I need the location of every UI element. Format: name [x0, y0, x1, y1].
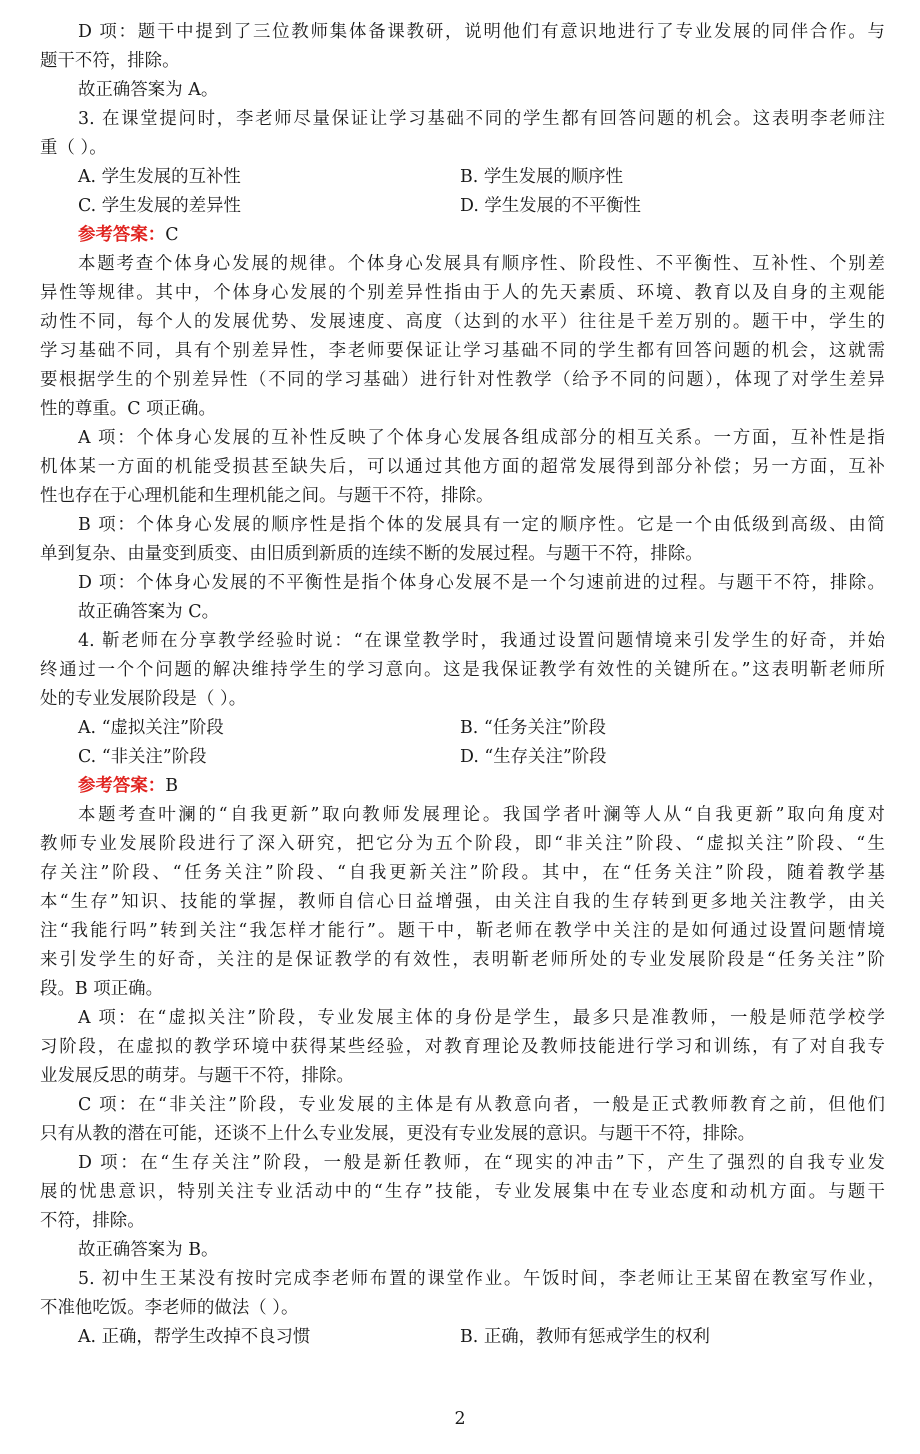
paragraph-line: 习阶段，在虚拟的教学环境中获得某些经验，对教育理论及教师技能进行学习和训练，有了对自我专 [40, 1037, 885, 1057]
answer-label: 参考答案： [78, 776, 166, 796]
q5-option-b: B. 正确，教师有惩戒学生的权利 [460, 1327, 710, 1347]
question-4-stem-cont: 处的专业发展阶段是（ ）。 [40, 689, 247, 709]
paragraph-line: 注“我能行吗”转到关注“我怎样才能行”。题干中，靳老师在教学中关注的是如何通过设置问题情境 [40, 921, 885, 941]
question-4-stem-cont: 终通过一个个问题的解决维持学生的学习意向。这是我保证教学有效性的关键所在。”这表明靳老师所 [40, 660, 885, 680]
page-number: 2 [454, 1409, 466, 1429]
paragraph-line: 教师专业发展阶段进行了深入研究，把它分为五个阶段，即“非关注”阶段、“虚拟关注”阶段、“生 [40, 834, 885, 854]
paragraph-line: D 项：题干中提到了三位教师集体备课教研，说明他们有意识地进行了专业发展的同伴合作。与 [78, 22, 885, 42]
q3-option-b: B. 学生发展的顺序性 [460, 167, 623, 187]
question-5-stem: 5. 初中生王某没有按时完成李老师布置的课堂作业。午饭时间，李老师让王某留在教室写作业， [78, 1269, 885, 1289]
paragraph-line: B 项：个体身心发展的顺序性是指个体的发展具有一定的顺序性。它是一个由低级到高级、由简 [78, 515, 885, 535]
question-4-stem: 4. 靳老师在分享教学经验时说：“在课堂教学时，我通过设置问题情境来引发学生的好奇，并始 [78, 631, 885, 651]
paragraph-line: 机体某一方面的机能受损甚至缺失后，可以通过其他方面的超常发展得到部分补偿；另一方面，互补 [40, 457, 885, 477]
q4-option-c: C. “非关注”阶段 [78, 747, 207, 767]
paragraph-line: 不符，排除。 [40, 1211, 145, 1231]
question-5-stem-cont: 不准他吃饭。李老师的做法（ ）。 [40, 1298, 299, 1318]
paragraph-line: 单到复杂、由量变到质变、由旧质到新质的连续不断的发展过程。与题干不符，排除。 [40, 544, 703, 564]
answer-value: B [165, 776, 179, 796]
paragraph-line: 学习基础不同，具有个别差异性，李老师要保证让学习基础不同的学生都有回答问题的机会，这就需 [40, 341, 885, 361]
question-3-stem: 3. 在课堂提问时，李老师尽量保证让学习基础不同的学生都有回答问题的机会。这表明李老师注 [78, 109, 885, 129]
paragraph-line: 异性等规律。其中，个体身心发展的个别差异性指由于人的先天素质、环境、教育以及自身的主观能 [40, 283, 885, 303]
paragraph-line: 本“生存”知识、技能的掌握，教师自信心日益增强，由关注自我的生存转到更多地关注教学，由关 [40, 892, 885, 912]
paragraph-line: 展的忧患意识，特别关注专业活动中的“生存”技能，专业发展集中在专业态度和动机方面。与题干 [40, 1182, 885, 1202]
paragraph-line: A 项：个体身心发展的互补性反映了个体身心发展各组成部分的相互关系。一方面，互补性是指 [78, 428, 885, 448]
answer-conclusion: 故正确答案为 A。 [78, 80, 219, 100]
answer-conclusion: 故正确答案为 C。 [78, 602, 220, 622]
question-3-stem-cont: 重（ ）。 [40, 138, 107, 158]
paragraph-line: 题干不符，排除。 [40, 51, 180, 71]
paragraph-line: 存关注”阶段、“任务关注”阶段、“自我更新关注”阶段。其中，在“任务关注”阶段，随着教学基 [40, 863, 885, 883]
q3-option-a: A. 学生发展的互补性 [78, 167, 241, 187]
q4-option-a: A. “虚拟关注”阶段 [78, 718, 224, 738]
q3-option-d: D. 学生发展的不平衡性 [460, 196, 641, 216]
paragraph-line: 本题考查叶澜的“自我更新”取向教师发展理论。我国学者叶澜等人从“自我更新”取向角度对 [78, 805, 885, 825]
q4-option-d: D. “生存关注”阶段 [460, 747, 607, 767]
paragraph-line: 本题考查个体身心发展的规律。个体身心发展具有顺序性、阶段性、不平衡性、互补性、个别差 [78, 254, 885, 274]
paragraph-line: 要根据学生的个别差异性（不同的学习基础）进行针对性教学（给予不同的问题），体现了对学生差异 [40, 370, 885, 390]
q4-option-b: B. “任务关注”阶段 [460, 718, 606, 738]
paragraph-line: 来引发学生的好奇，关注的是保证教学的有效性，表明靳老师所处的专业发展阶段是“任务关注”阶 [40, 950, 885, 970]
paragraph-line: 业发展反思的萌芽。与题干不符，排除。 [40, 1066, 354, 1086]
paragraph-line: 性也存在于心理机能和生理机能之间。与题干不符，排除。 [40, 486, 494, 506]
paragraph-line: A 项：在“虚拟关注”阶段，专业发展主体的身份是学生，最多只是准教师，一般是师范学校学 [78, 1008, 885, 1028]
q3-option-c: C. 学生发展的差异性 [78, 196, 241, 216]
answer-label: 参考答案： [78, 225, 166, 245]
paragraph-line: D 项：个体身心发展的不平衡性是指个体身心发展不是一个匀速前进的过程。与题干不符，排除。 [78, 573, 885, 593]
q4-answer [78, 772, 885, 801]
paragraph-line: 动性不同，每个人的发展优势、发展速度、高度（达到的水平）往往是千差万别的。题干中，学生的 [40, 312, 885, 332]
q5-option-a: A. 正确，帮学生改掉不良习惯 [78, 1327, 311, 1347]
paragraph-line: 性的尊重。C 项正确。 [40, 399, 216, 419]
paragraph-line: 段。B 项正确。 [40, 979, 164, 999]
answer-value: C [165, 225, 179, 245]
answer-conclusion: 故正确答案为 B。 [78, 1240, 219, 1260]
paragraph-line: 只有从教的潜在可能，还谈不上什么专业发展，更没有专业发展的意识。与题干不符，排除。 [40, 1124, 756, 1144]
paragraph-line: D 项：在“生存关注”阶段，一般是新任教师，在“现实的冲击”下，产生了强烈的自我专业发 [78, 1153, 885, 1173]
paragraph-line: C 项：在“非关注”阶段，专业发展的主体是有从教意向者，一般是正式教师教育之前，但他们 [78, 1095, 885, 1115]
q3-answer [78, 221, 885, 250]
